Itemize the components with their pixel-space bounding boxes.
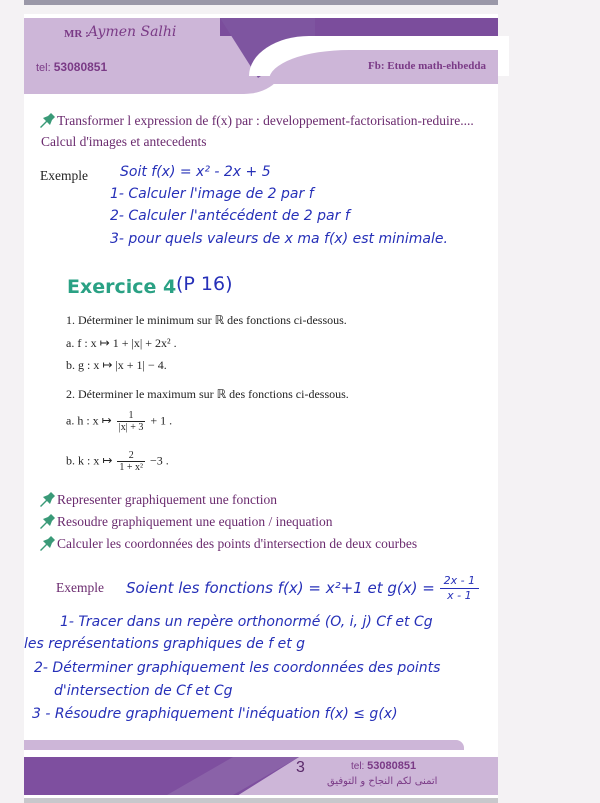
header-tel (36, 60, 107, 74)
bullet-transform (38, 112, 474, 129)
numerator: 1 (117, 410, 146, 422)
bullet-represent (38, 491, 277, 508)
handwritten-line: 3- pour quels valeurs de x ma f(x) est minimale. (110, 231, 448, 247)
exercise-q2b (66, 450, 169, 473)
exercise-q1: 1. Déterminer le minimum sur ℝ des fonctions ci-dessous. (66, 313, 347, 327)
tel-label: tel: (351, 761, 365, 772)
subtitle-images: Calcul d'images et antecedents (41, 134, 207, 149)
page-footer (24, 757, 498, 795)
numerator: 2x - 1 (440, 574, 479, 589)
pushpin-icon (38, 535, 56, 551)
q2b-prefix: b. k : x ↦ (66, 453, 113, 468)
pushpin-icon (38, 112, 56, 128)
exercise-q2: 2. Déterminer le maximum sur ℝ des fonctions ci-dessous. (66, 387, 349, 401)
tel-number: 53080851 (367, 760, 417, 772)
example-label-2: Exemple (56, 580, 104, 595)
facebook-label: Fb: Etude math-ehbedda (368, 60, 486, 72)
top-edge-strip (24, 0, 498, 5)
q2b-suffix: −3 . (150, 453, 169, 468)
handwritten-line: 3 - Résoudre graphiquement l'inéquation f(x) ≤ g(x) (32, 706, 398, 722)
q2a-prefix: a. h : x ↦ (66, 413, 112, 428)
footer-bar (24, 740, 464, 750)
handwritten-line: 2- Calculer l'antécédent de 2 par f (110, 208, 350, 224)
bullet-intersection (38, 535, 417, 552)
tel-label: tel: (36, 62, 51, 74)
bullet-solve (38, 513, 333, 530)
footer-arabic-wish: اتمنى لكم النجاح و التوفيق (327, 776, 438, 787)
handwritten-line: d'intersection de Cf et Cg (54, 683, 233, 699)
pushpin-icon (38, 513, 56, 529)
exercise-q1b: b. g : x ↦ |x + 1| − 4. (66, 358, 167, 372)
bullet-text: Resoudre graphiquement une equation / inequation (57, 514, 333, 529)
footer-tel (351, 760, 416, 772)
numerator: 2 (117, 450, 145, 462)
bullet-text: Representer graphiquement une fonction (57, 492, 278, 507)
bottom-edge-strip (24, 798, 498, 803)
fraction (440, 574, 479, 603)
handwritten-line: Soit f(x) = x² - 2x + 5 (120, 164, 271, 180)
page-number: 3 (296, 759, 305, 776)
mr-label: MR : (64, 28, 89, 40)
handwritten-line: les représentations graphiques de f et g (24, 636, 306, 652)
q2a-suffix: + 1 . (150, 413, 173, 428)
hw-intro: Soient les fonctions f(x) = x²+1 et g(x) = (126, 579, 435, 597)
exercise-q2a (66, 410, 172, 433)
fraction (117, 450, 145, 473)
denominator: x - 1 (447, 589, 472, 602)
denominator: 1 + x² (119, 462, 144, 473)
bullet-text: Calculer les coordonnées des points d'intersection de deux courbes (57, 536, 418, 551)
denominator: |x| + 3 (118, 422, 144, 433)
teacher-name: Aymen Salhi (88, 24, 177, 40)
handwritten-line: 1- Tracer dans un repère orthonormé (O, i, j) Cf et Cg (60, 614, 433, 630)
handwritten-line (126, 574, 479, 603)
bullet-text: Transformer l expression de f(x) par : developpement-factorisation-reduire.... (57, 113, 474, 128)
exercise-q1a: a. f : x ↦ 1 + |x| + 2x² . (66, 336, 177, 350)
tel-number: 53080851 (53, 60, 108, 74)
handwritten-line: 1- Calculer l'image de 2 par f (110, 186, 314, 202)
exercise-page-ref: (P 16) (176, 273, 233, 295)
handwritten-line: 2- Déterminer graphiquement les coordonnées des points (34, 660, 441, 676)
example-label: Exemple (40, 168, 88, 183)
page-header (24, 18, 498, 96)
pushpin-icon (38, 491, 56, 507)
fraction (117, 410, 146, 433)
exercise-title: Exercice 4 (67, 276, 177, 298)
